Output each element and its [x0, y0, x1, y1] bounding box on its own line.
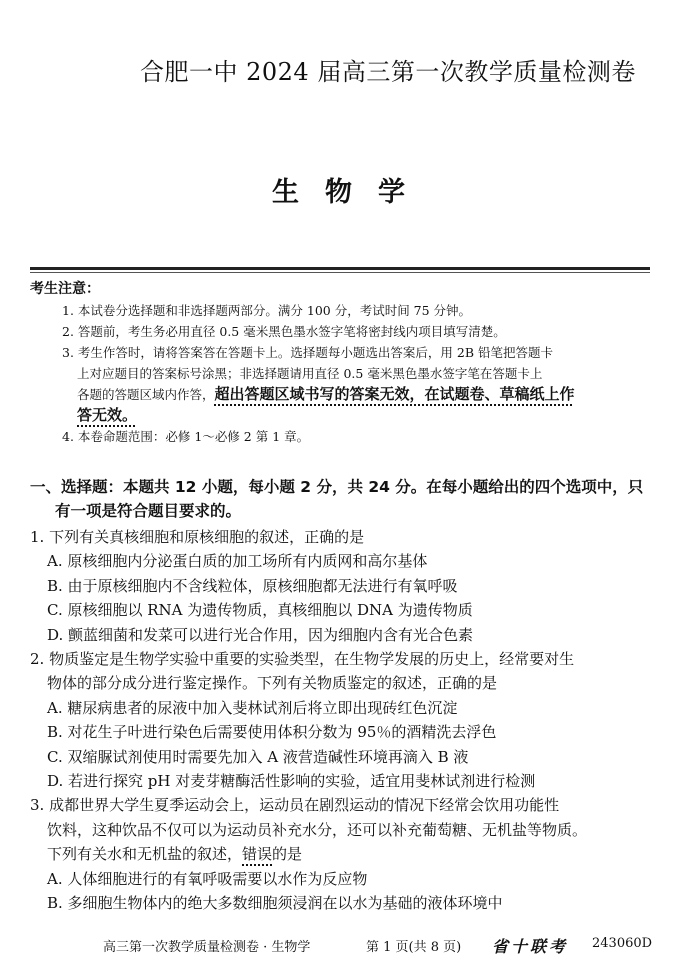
footer-page-number: 第 1 页(共 8 页) [366, 940, 462, 955]
question-1-option-d: D. 颤蓝细菌和发菜可以进行光合作用，因为细胞内含有光合色素 [47, 625, 474, 644]
footer-code: 243060D [592, 936, 653, 951]
question-2-option-d: D. 若进行探究 pH 对麦芽糖酶活性影响的实验，适宜用斐林试剂进行检测 [47, 772, 536, 791]
section-heading-line-2: 有一项是符合题目要求的。 [55, 502, 242, 520]
question-2-option-b: B. 对花生子叶进行染色后需要使用体积分数为 95％的酒精洗去浮色 [47, 723, 497, 742]
notice-item-2: 2. 答题前，考生务必用直径 0.5 毫米黑色墨水签字笔将密封线内项目填写清楚。 [62, 324, 506, 339]
question-3-stem-1: 3. 成都世界大学生夏季运动会上，运动员在剧烈运动的情况下经常会饮用功能性 [30, 796, 560, 815]
question-1-stem: 1. 下列有关真核细胞和原核细胞的叙述，正确的是 [30, 528, 365, 546]
subject-title: 生物学 [272, 177, 431, 208]
notice-item-3: 3. 考生作答时，请将答案答在答题卡上。选择题每小题选出答案后，用 2B 铅笔把答题卡 [62, 345, 553, 360]
question-3-emphasis: 错误 [242, 845, 273, 864]
question-3-option-b: B. 多细胞生物体内的绝大多数细胞须浸润在以水为基础的液体环境中 [47, 894, 503, 913]
notice-heading: 考生注意： [30, 281, 100, 297]
notice-emphasis: 超出答题区域书写的答案无效，在试题卷、草稿纸上作 [214, 385, 575, 403]
footer-exam-name: 高三第一次教学质量检测卷 · 生物学 [103, 940, 311, 955]
question-3-stem-2: 饮料，这种饮品不仅可以为运动员补充水分，还可以补充葡萄糖、无机盐等物质。 [47, 820, 588, 839]
footer-brand: 省十联考 [492, 937, 569, 956]
notice-item-4: 4. 本卷命题范围：必修 1～必修 2 第 1 章。 [62, 429, 310, 444]
question-1-option-a: A. 原核细胞内分泌蛋白质的加工场所有内质网和高尔基体 [47, 552, 428, 571]
notice-item-3-part: 各题的答题区域内作答， [77, 387, 215, 402]
question-3-stem-3c: 的是 [272, 845, 303, 864]
question-3-stem-3 [30, 842, 660, 866]
question-3-option-a: A. 人体细胞进行的有氧呼吸需要以水作为反应物 [47, 869, 368, 888]
notice-item-3-cont-1: 上对应题目的答案标号涂黑；非选择题请用直径 0.5 毫米黑色墨水签字笔在答题卡上 [77, 366, 543, 381]
section-heading [30, 475, 655, 523]
notice-item-1: 1. 本试卷分选择题和非选择题两部分。满分 100 分，考试时间 75 分钟。 [62, 303, 472, 318]
question-3-stem-3a: 下列有关水和无机盐的叙述， [47, 845, 243, 864]
question-2-option-c: C. 双缩脲试剂使用时需要先加入 A 液营造碱性环境再滴入 B 液 [47, 747, 469, 766]
question-list [30, 525, 660, 916]
notice-emphasis-end: 答无效。 [77, 406, 138, 424]
divider-thin [30, 272, 650, 273]
question-2-stem-2: 物体的部分成分进行鉴定操作。下列有关物质鉴定的叙述，正确的是 [47, 674, 498, 693]
question-1-option-c: C. 原核细胞以 RNA 为遗传物质，真核细胞以 DNA 为遗传物质 [47, 601, 473, 620]
question-1-option-b: B. 由于原核细胞内不含线粒体，原核细胞都无法进行有氧呼吸 [47, 576, 458, 595]
notice-item-3-cont-2 [62, 384, 652, 405]
section-heading-line-1: 一、选择题：本题共 12 小题，每小题 2 分，共 24 分。在每小题给出的四个选项中，只 [30, 478, 644, 496]
exam-title: 合肥一中 2024 届高三第一次教学质量检测卷 [140, 58, 636, 86]
question-2-option-a: A. 糖尿病患者的尿液中加入斐林试剂后将立即出现砖红色沉淀 [47, 698, 458, 717]
question-2-stem-1: 2. 物质鉴定是生物学实验中重要的实验类型，在生物学发展的历史上，经常要对生 [30, 650, 575, 669]
notice-list [62, 300, 652, 447]
notice-item-3-cont-3 [62, 405, 652, 426]
divider-thick [30, 267, 650, 270]
